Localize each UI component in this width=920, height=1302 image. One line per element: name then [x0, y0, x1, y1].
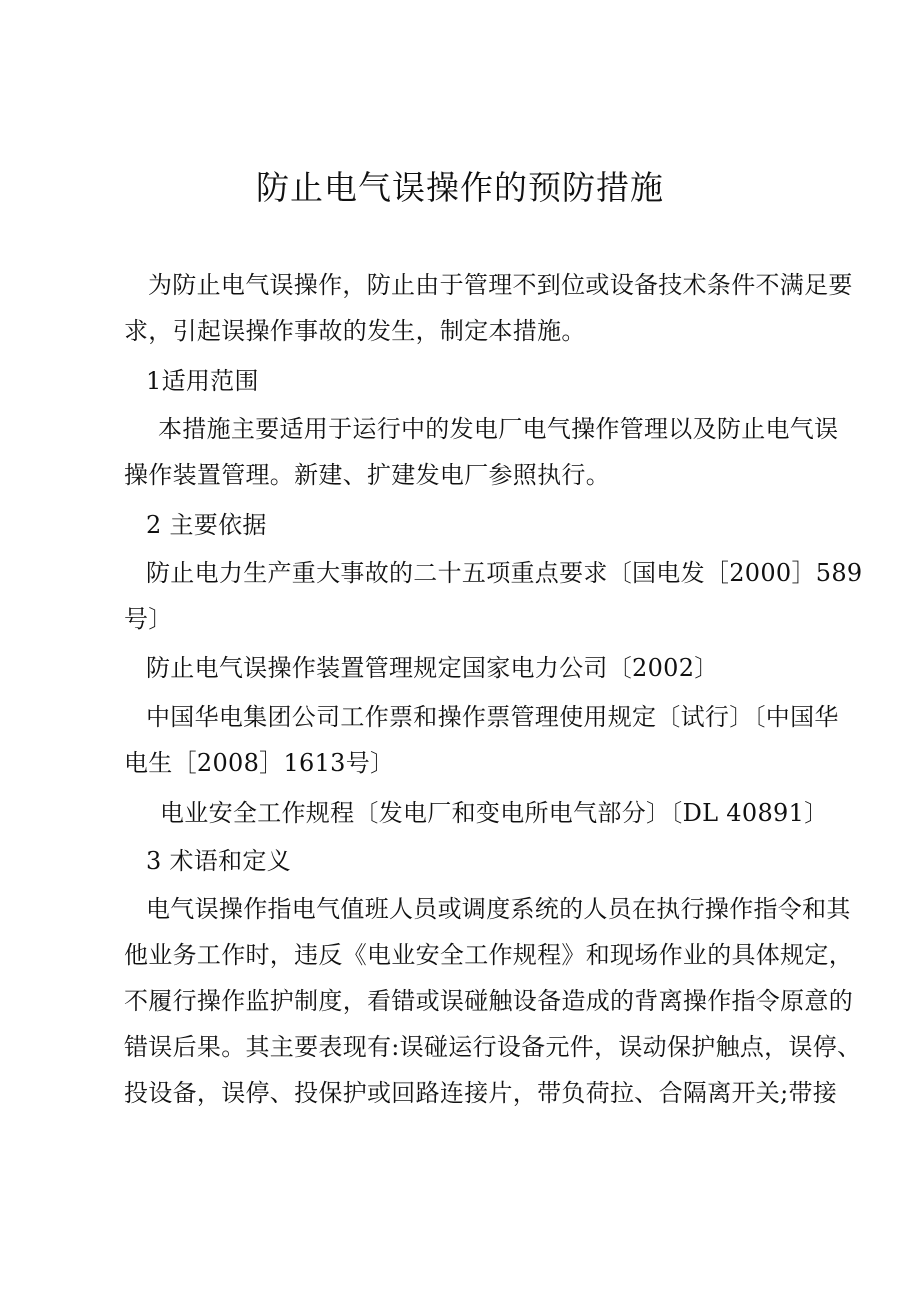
section-3-line-1: 电气误操作指电气值班人员或调度系统的人员在执行操作指令和其 [146, 895, 851, 923]
section-3-line-4: 错误后果。其主要表现有:误碰运行设备元件，误动保护触点，误停、 [124, 1033, 862, 1061]
section-3-paragraph [124, 886, 862, 1116]
document-title: 防止电气误操作的预防措施 [256, 168, 664, 207]
reference-3-line-2: 电生［2008］1613号〕 [124, 749, 395, 777]
reference-3-line-1: 中国华电集团公司工作票和操作票管理使用规定〔试行〕〔中国华 [146, 703, 839, 731]
reference-1 [124, 550, 863, 642]
section-1-heading: 1适用范围 [146, 367, 259, 395]
section-3-line-5: 投设备，误停、投保护或回路连接片，带负荷拉、合隔离开关;带接 [124, 1079, 838, 1107]
section-1-line-2: 操作装置管理。新建、扩建发电厂参照执行。 [124, 461, 610, 489]
section-1-paragraph [124, 406, 839, 498]
reference-1-line-1: 防止电力生产重大事故的二十五项重点要求〔国电发［2000］589 [146, 559, 863, 587]
section-1-line-1: 本措施主要适用于运行中的发电厂电气操作管理以及防止电气误 [158, 415, 839, 443]
section-3-heading: 3 术语和定义 [146, 847, 291, 875]
intro-paragraph [124, 262, 853, 354]
section-3-line-2: 他业务工作时，违反《电业安全工作规程》和现场作业的具体规定， [124, 941, 853, 969]
reference-2: 防止电气误操作装置管理规定国家电力公司〔2002〕 [146, 654, 719, 682]
section-3-line-3: 不履行操作监护制度，看错或误碰触设备造成的背离操作指令原意的 [124, 987, 853, 1015]
reference-3 [124, 694, 839, 786]
reference-4: 电业安全工作规程〔发电厂和变电所电气部分〕〔DL 40891〕 [160, 799, 829, 827]
intro-line-1: 为防止电气误操作，防止由于管理不到位或设备技术条件不满足要 [148, 271, 853, 299]
section-2-heading: 2 主要依据 [146, 511, 267, 539]
intro-line-2: 求，引起误操作事故的发生，制定本措施。 [124, 317, 586, 345]
reference-1-line-2: 号〕 [124, 605, 173, 633]
